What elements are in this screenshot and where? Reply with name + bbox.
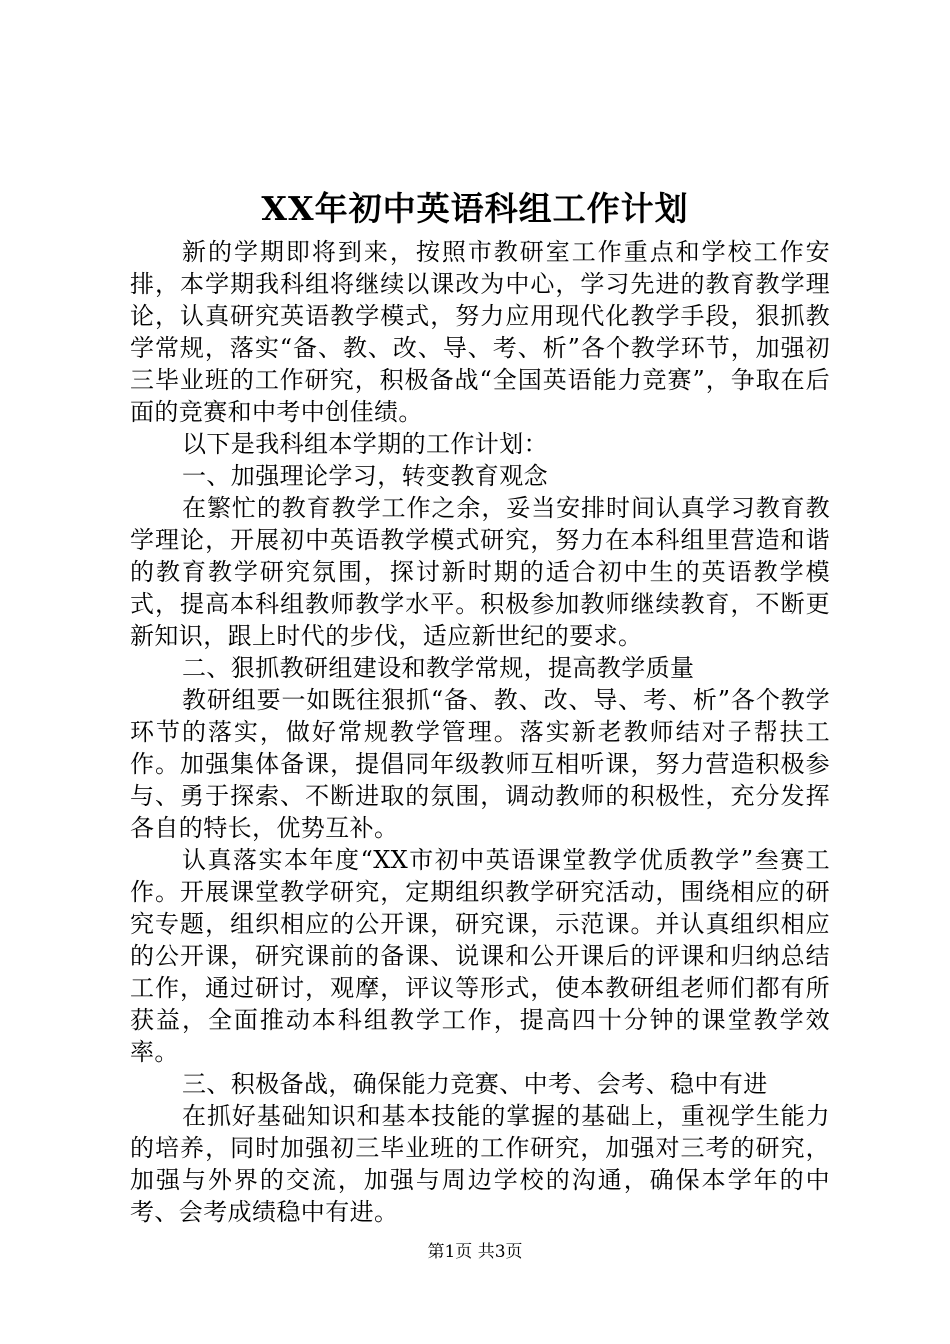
paragraph-section-2a: 教研组要一如既往狠抓“备、教、改、导、考、析”各个教学环节的落实，做好常规教学管理。落实新老教师结对子帮扶工作。加强集体备课，提倡同年级教师互相听课，努力营造积极参与、勇于探索、不断进取的氛围，调动教师的积极性，充分发挥各自的特长，优势互补。 bbox=[130, 686, 830, 842]
document-body bbox=[130, 236, 830, 1228]
document-title: XX年初中英语科组工作计划 bbox=[261, 189, 689, 228]
paragraph-section-1: 在繁忙的教育教学工作之余，妥当安排时间认真学习教育教学理论，开展初中英语教学模式研究，努力在本科组里营造和谐的教育教学研究氛围，探讨新时期的适合初中生的英语教学模式，提高本科组教师教学水平。积极参加教师继续教育，不断更新知识，跟上时代的步伐，适应新世纪的要求。 bbox=[130, 494, 830, 650]
paragraph-section-2b: 认真落实本年度“XX市初中英语课堂教学优质教学”叁赛工作。开展课堂教学研究，定期组织教学研究活动，围绕相应的研究专题，组织相应的公开课，研究课，示范课。并认真组织相应的公开课，研究课前的备课、说课和公开课后的评课和归纳总结工作，通过研讨，观摩，评议等形式，使本教研组老师们都有所获益，全面推动本科组教学工作，提高四十分钟的课堂教学效率。 bbox=[130, 846, 830, 1066]
section-heading-3: 三、积极备战，确保能力竞赛、中考、会考、稳中有进 bbox=[182, 1070, 768, 1098]
page-footer: 第1页 共3页 bbox=[427, 1242, 523, 1262]
paragraph-plan-lead: 以下是我科组本学期的工作计划： bbox=[182, 430, 548, 458]
section-heading-1: 一、加强理论学习，转变教育观念 bbox=[182, 462, 548, 490]
paragraph-section-3: 在抓好基础知识和基本技能的掌握的基础上，重视学生能力的培养，同时加强初三毕业班的工作研究，加强对三考的研究，加强与外界的交流，加强与周边学校的沟通，确保本学年的中考、会考成绩稳中有进。 bbox=[130, 1102, 830, 1226]
paragraph-intro: 新的学期即将到来，按照市教研室工作重点和学校工作安排，本学期我科组将继续以课改为中心，学习先进的教育教学理论，认真研究英语教学模式，努力应用现代化教学手段，狠抓教学常规，落实“备、教、改、导、考、析”各个教学环节，加强初三毕业班的工作研究，积极备战“全国英语能力竞赛”，争取在后面的竞赛和中考中创佳绩。 bbox=[130, 238, 830, 426]
section-heading-2: 二、狠抓教研组建设和教学常规，提高教学质量 bbox=[182, 654, 695, 682]
